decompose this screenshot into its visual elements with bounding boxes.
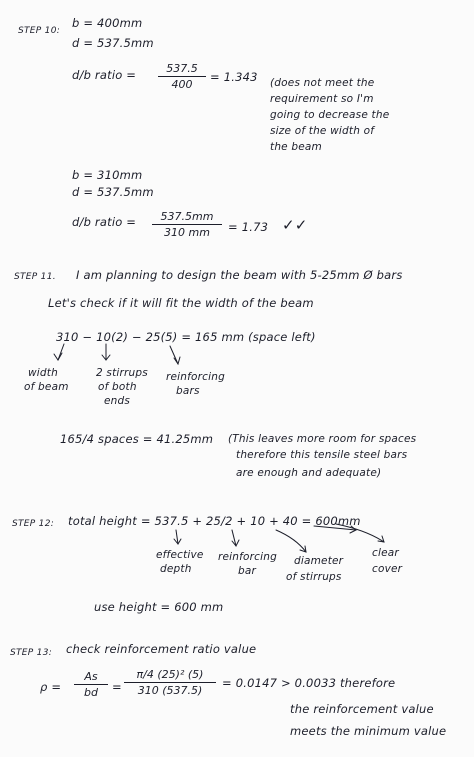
step11-label: STEP 11. — [14, 272, 56, 282]
spacing-note-line3: are enough and adequate) — [236, 467, 382, 479]
step12-equation: total height = 537.5 + 25/2 + 10 + 40 = 600mm — [68, 514, 361, 528]
step10-ratio2-result: = 1.73 — [228, 220, 269, 234]
step13-conclusion1: the reinforcement value — [290, 702, 434, 716]
step10-label: STEP 10: — [18, 26, 61, 36]
ratio1-numerator: 537.5 — [166, 62, 198, 75]
fraction-bar — [124, 682, 216, 683]
step13-result: = 0.0147 > 0.0033 therefore — [222, 676, 396, 690]
ann-cover-line1: clear — [372, 547, 399, 559]
ann-depth-line1: effective — [156, 549, 204, 561]
step10-note-line5: the beam — [270, 141, 322, 153]
step10-ratio2-fraction — [152, 210, 222, 239]
step10-note-line4: size of the width of — [270, 125, 375, 137]
step13-conclusion2: meets the minimum value — [290, 724, 447, 738]
ratio2-denominator: 310 mm — [164, 226, 210, 239]
step10-note-line1: (does not meet the — [270, 77, 375, 89]
step10-ratio-label: d/b ratio = — [72, 68, 137, 82]
step10-ratio1-result: = 1.343 — [210, 70, 258, 84]
equals-sign: = — [112, 680, 122, 694]
step13-rho: ρ = — [40, 680, 62, 694]
arrow-to-bars — [170, 346, 178, 364]
fraction-bar — [74, 684, 108, 685]
ann-cover-line2: cover — [372, 563, 403, 575]
ann-bars-line1: reinforcing — [166, 371, 225, 383]
spacing-note-line2: therefore this tensile steel bars — [236, 449, 408, 461]
step10-d1: d = 537.5mm — [72, 36, 154, 50]
ratio2-numerator: 537.5mm — [160, 210, 214, 223]
ann-width-line2: of beam — [24, 381, 69, 393]
step13-fraction-values — [124, 668, 216, 697]
double-check-mark-icon: ✓✓ — [282, 216, 308, 234]
step13-fraction-as-bd — [74, 670, 108, 699]
ann-bars-line2: bars — [176, 385, 200, 397]
step13-title: check reinforcement ratio value — [66, 642, 257, 656]
values-numerator: π/4 (25)² (5) — [136, 668, 204, 681]
arrow-to-stirrups-dia — [276, 530, 306, 552]
ann-stirrups-line2: of both — [98, 381, 137, 393]
step10-note-line3: going to decrease the — [270, 109, 390, 121]
step13-label: STEP 13: — [10, 648, 53, 658]
ann-bar-line2: bar — [238, 565, 257, 577]
fraction-bar — [158, 76, 206, 77]
ann-stirrups-dia-line1: diameter — [294, 555, 344, 567]
ann-stirrups-line3: ends — [104, 395, 131, 407]
step10-note-line2: requirement so I'm — [270, 93, 374, 105]
as-numerator: As — [84, 670, 98, 683]
step10-b2: b = 310mm — [72, 168, 143, 182]
arrow-to-depth — [176, 530, 178, 544]
step10-d2: d = 537.5mm — [72, 185, 154, 199]
ann-bar-line1: reinforcing — [218, 551, 277, 563]
ann-stirrups-dia-line2: of stirrups — [286, 571, 342, 583]
spacing-note-line1: (This leaves more room for spaces — [228, 433, 417, 445]
step11-spacing: 165/4 spaces = 41.25mm — [60, 432, 214, 446]
bd-denominator: bd — [84, 686, 98, 699]
arrow-to-width — [58, 344, 64, 360]
ratio1-denominator: 400 — [171, 78, 193, 91]
ann-depth-line2: depth — [160, 563, 192, 575]
fraction-bar — [152, 224, 222, 225]
step11-equation: 310 − 10(2) − 25(5) = 165 mm (space left) — [56, 330, 316, 344]
step10-ratio2-label: d/b ratio = — [72, 215, 137, 229]
step12-label: STEP 12: — [12, 519, 55, 529]
values-denominator: 310 (537.5) — [137, 684, 203, 697]
step10-ratio1-fraction — [158, 62, 206, 91]
step11-line2: Let's check if it will fit the width of the beam — [48, 296, 314, 310]
arrow-to-bar — [232, 530, 236, 546]
step11-line1: I am planning to design the beam with 5-25mm Ø bars — [76, 268, 403, 282]
step10-b1: b = 400mm — [72, 16, 143, 30]
ann-stirrups-line1: 2 stirrups — [96, 367, 148, 379]
step12-result: use height = 600 mm — [94, 600, 224, 614]
ann-width-line1: width — [28, 367, 58, 379]
